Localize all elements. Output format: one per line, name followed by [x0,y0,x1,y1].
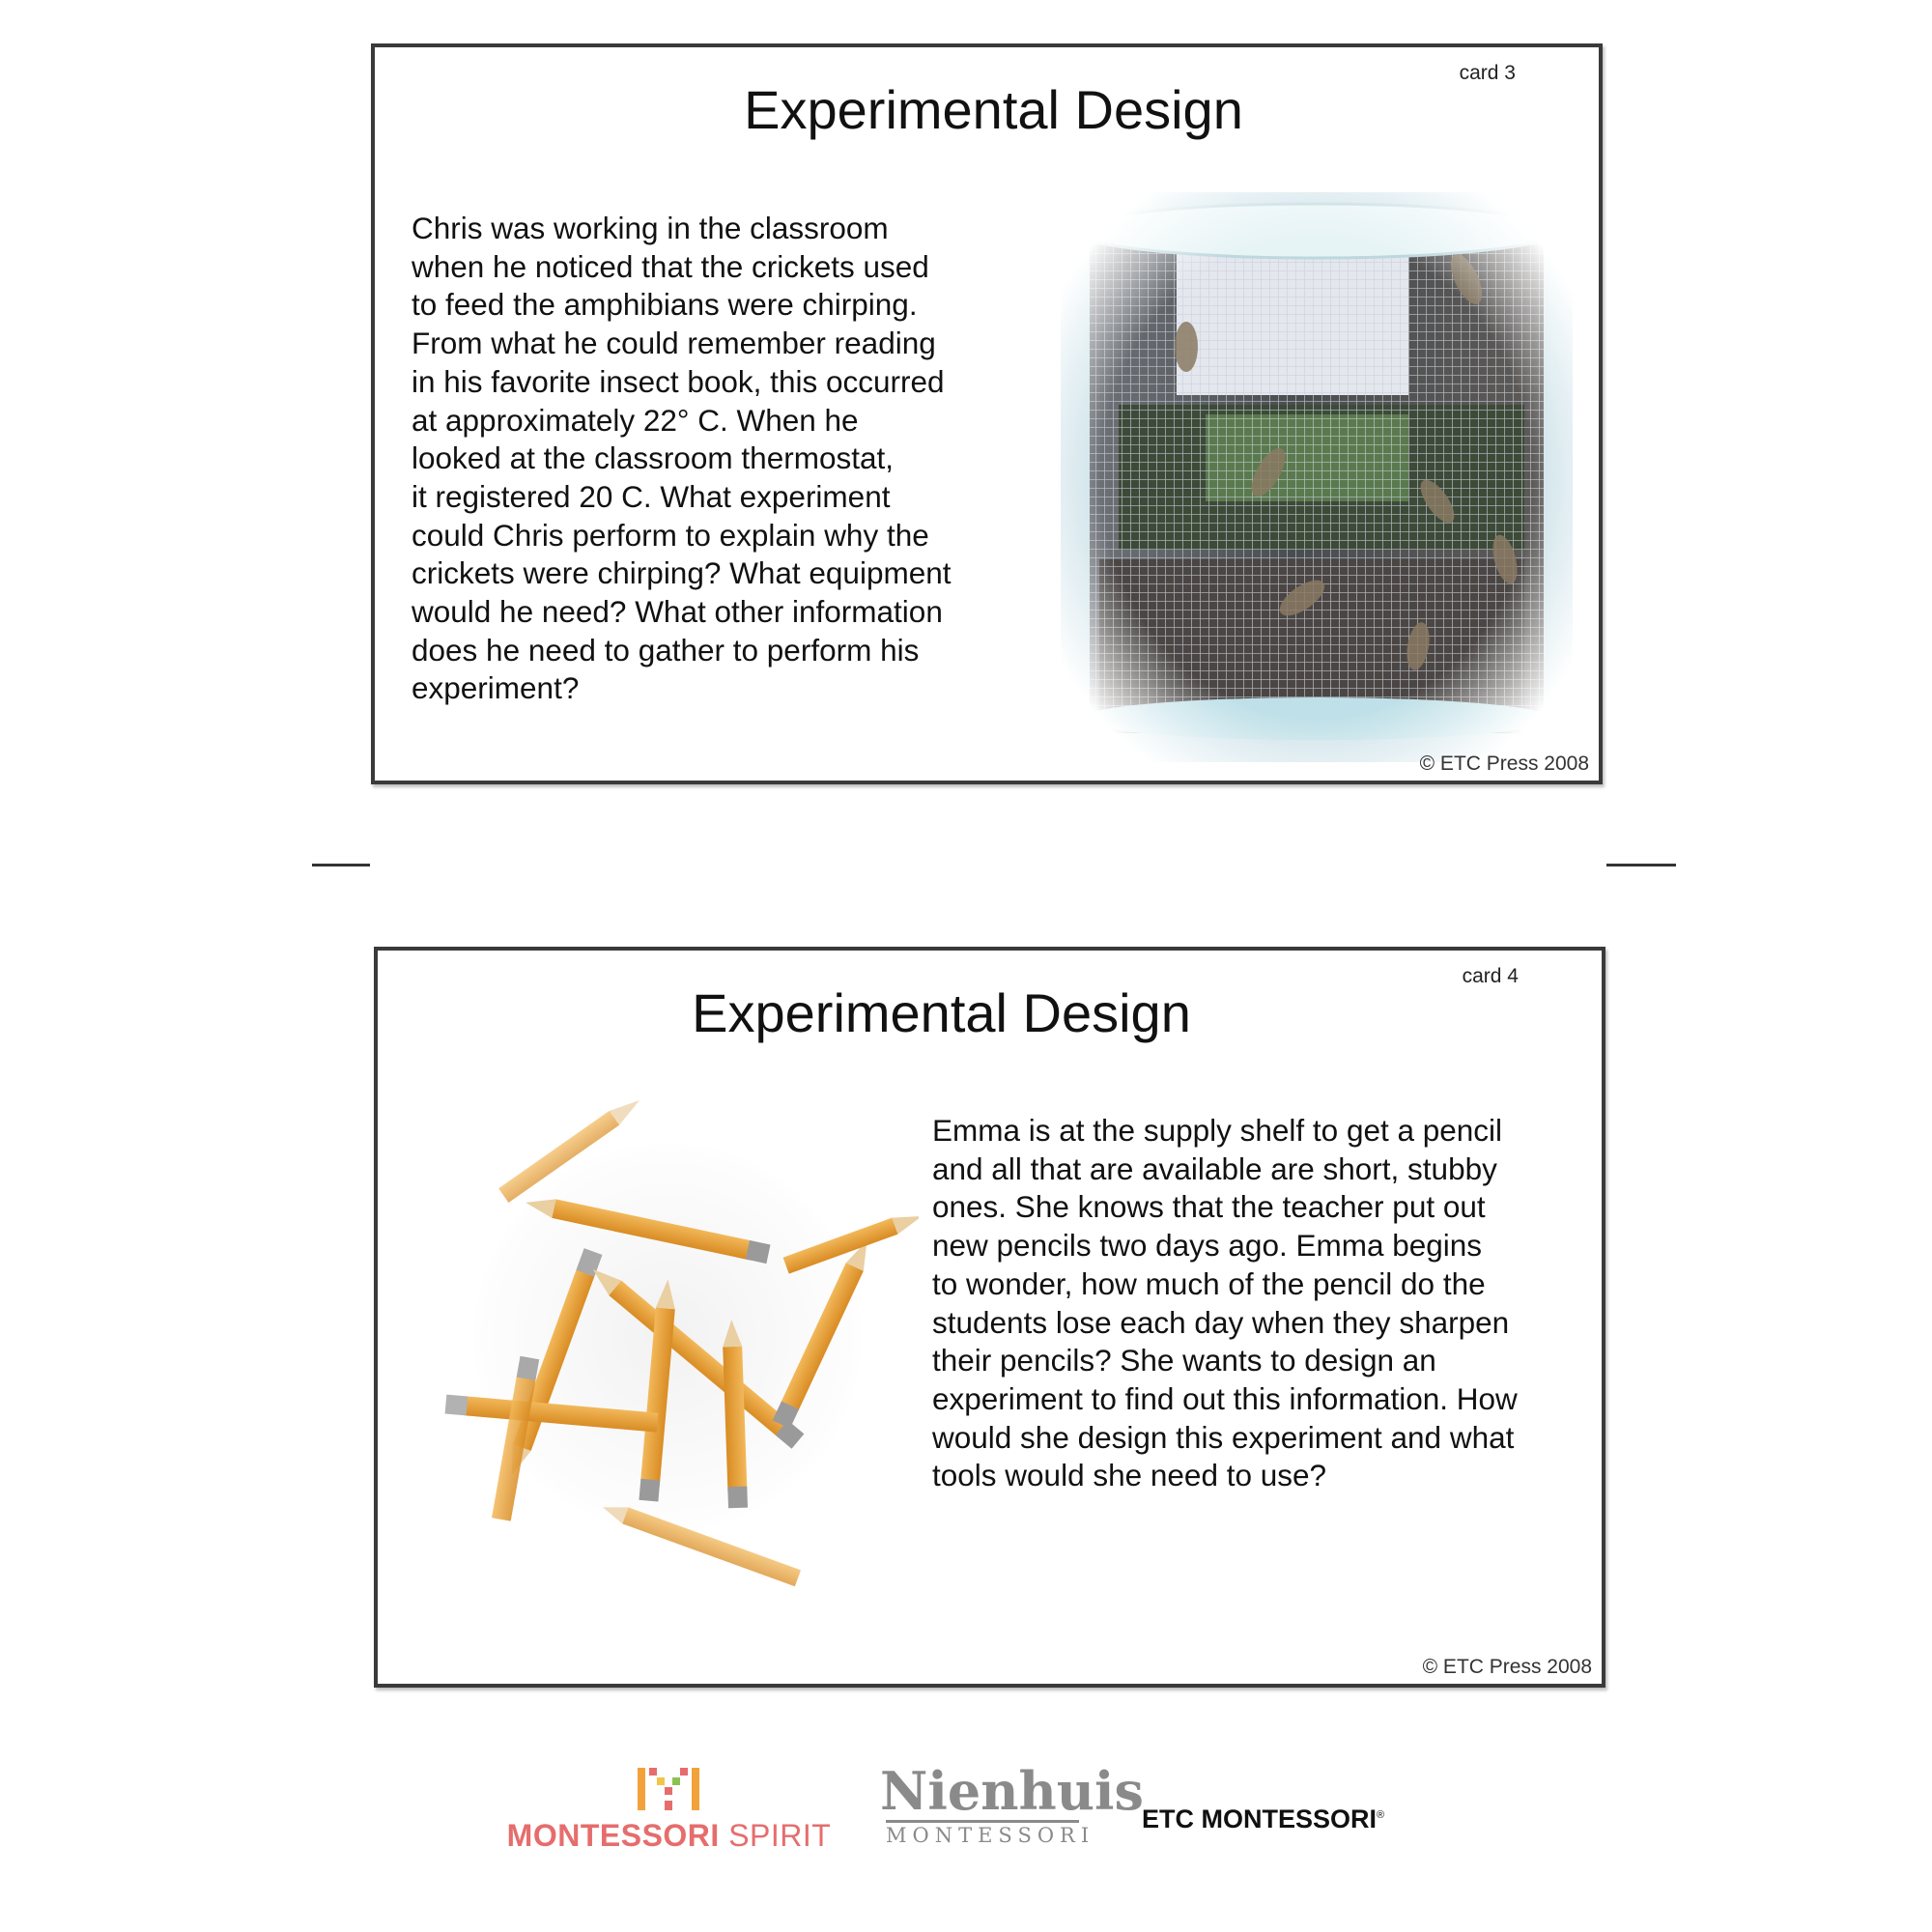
card-text-line: would he need? What other information [412,594,943,630]
card-text-line: looked at the classroom thermostat, [412,440,894,476]
card-text-line: could Chris perform to explain why the [412,517,929,553]
card-text-line: it registered 20 C. What experiment [412,478,891,514]
nienhuis-logo [880,1760,1144,1870]
pencils-photo [407,1047,919,1598]
card-text-line: does he need to gather to perform his [412,632,920,668]
copyright-notice: © ETC Press 2008 [1419,753,1589,775]
card-title: Experimental Design [744,79,1243,140]
etc-montessori-logo: ETC MONTESSORI® [1142,1804,1385,1833]
card-text [412,210,991,708]
task-card-3 [371,43,1603,784]
card-text-line: tools would she need to use? [932,1458,1327,1493]
card-title: Experimental Design [692,982,1191,1043]
montessori-spirit-wordmark: MONTESSORI SPIRIT [506,1818,832,1853]
card-text-line: students lose each day when they sharpen [932,1304,1510,1340]
card-text-line: to feed the amphibians were chirping. [412,287,918,323]
cut-mark-left [312,864,370,867]
card-text-line: crickets were chirping? What equipment [412,555,952,591]
card-text-line: their pencils? She wants to design an [932,1343,1436,1378]
card-text-line: would she design this experiment and what [932,1419,1515,1455]
card-text-line: Chris was working in the classroom [412,211,889,245]
nienhuis-subtitle: MONTESSORI [886,1820,1079,1848]
card-number: card 3 [1459,62,1516,84]
card-text-line: Emma is at the supply shelf to get a pencil [932,1113,1503,1148]
card-text-line: From what he could remember reading [412,326,936,361]
nienhuis-wordmark: Nienhuis [880,1760,1144,1822]
card-text-line: in his favorite insect book, this occurred [412,363,945,399]
card-text-line: experiment? [412,670,580,706]
cricket-cage-photo [1061,192,1573,762]
card-text-line: new pencils two days ago. Emma begins [932,1228,1483,1264]
card-text-line: when he noticed that the crickets used [412,248,929,284]
copyright-notice: © ETC Press 2008 [1422,1656,1592,1678]
card-text-line: ones. She knows that the teacher put out [932,1189,1486,1225]
card-text-line: experiment to find out this information. How [932,1380,1518,1416]
brand-logos [0,1758,1932,1874]
task-card-4 [374,947,1605,1688]
card-number: card 4 [1462,965,1519,987]
card-text-line: and all that are available are short, stubby [932,1151,1497,1186]
montessori-spirit-mark-icon [638,1768,701,1810]
cut-mark-right [1606,864,1676,867]
montessori-spirit-logo [502,1758,836,1869]
card-text-line: to wonder, how much of the pencil do the [932,1265,1486,1301]
card-text [932,1112,1570,1495]
card-text-line: at approximately 22° C. When he [412,402,859,438]
